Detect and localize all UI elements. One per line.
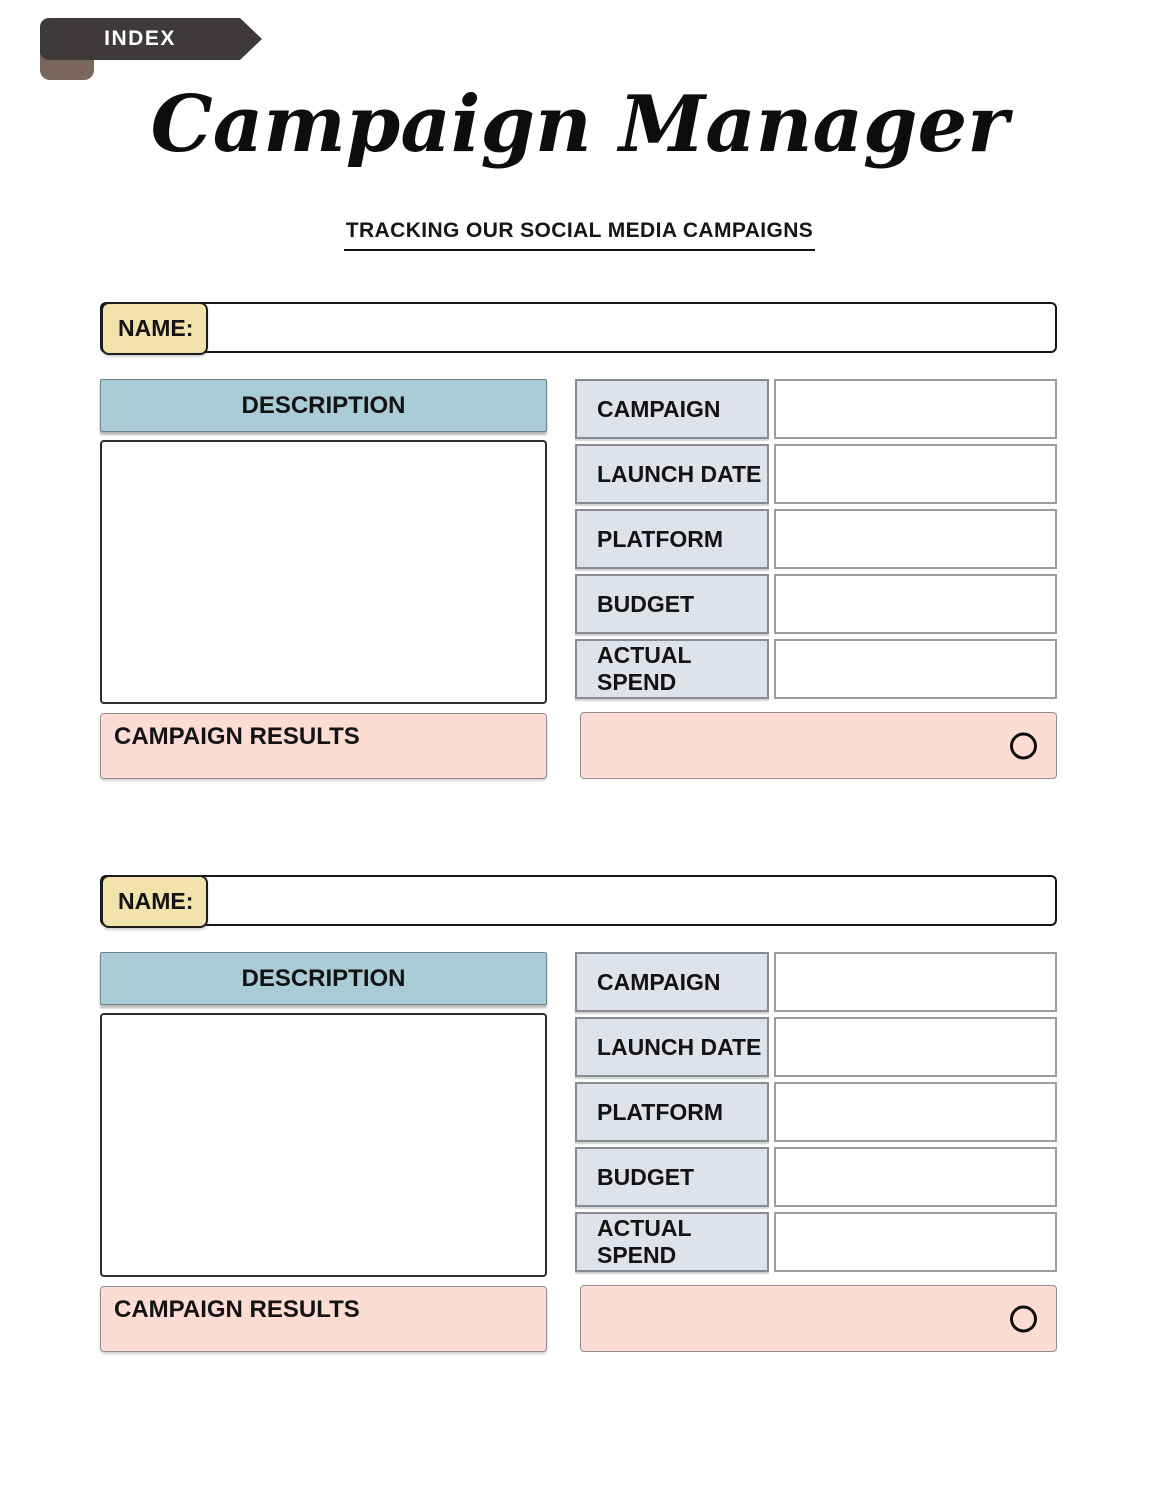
description-input[interactable] [102, 1015, 545, 1275]
field-row-actual-spend [575, 1212, 1057, 1272]
field-input-campaign[interactable] [774, 379, 1057, 439]
name-input[interactable] [214, 307, 1049, 348]
index-ribbon-label: INDEX [104, 27, 176, 50]
field-input-actual-spend[interactable] [774, 1212, 1057, 1272]
status-circle-button[interactable] [1010, 1305, 1037, 1332]
name-input[interactable] [214, 880, 1049, 921]
field-label-campaign: CAMPAIGN [575, 952, 769, 1012]
page-subtitle-text: TRACKING OUR SOCIAL MEDIA CAMPAIGNS [344, 219, 815, 251]
name-label: NAME: [101, 875, 208, 928]
field-row-launch-date [575, 1017, 1057, 1077]
field-input-launch-date[interactable] [774, 1017, 1057, 1077]
index-ribbon-link[interactable] [40, 18, 240, 60]
field-label-launch-date: LAUNCH DATE [575, 1017, 769, 1077]
field-input-launch-date[interactable] [774, 444, 1057, 504]
name-bar [100, 302, 1057, 353]
field-label-campaign: CAMPAIGN [575, 379, 769, 439]
field-row-actual-spend [575, 639, 1057, 699]
page-subtitle [0, 219, 1159, 251]
field-label-actual-spend: ACTUAL SPEND [575, 639, 769, 699]
field-row-launch-date [575, 444, 1057, 504]
description-box [100, 440, 547, 704]
campaign-results-status-bar [580, 1285, 1057, 1352]
name-bar [100, 875, 1057, 926]
field-label-launch-date: LAUNCH DATE [575, 444, 769, 504]
description-header: DESCRIPTION [100, 952, 547, 1005]
campaign-results-label: CAMPAIGN RESULTS [100, 1286, 547, 1352]
description-header: DESCRIPTION [100, 379, 547, 432]
field-input-platform[interactable] [774, 509, 1057, 569]
field-input-campaign[interactable] [774, 952, 1057, 1012]
campaign-results-status-bar [580, 712, 1057, 779]
status-circle-button[interactable] [1010, 732, 1037, 759]
field-input-budget[interactable] [774, 574, 1057, 634]
page-title: Campaign Manager [150, 79, 1009, 170]
field-label-actual-spend: ACTUAL SPEND [575, 1212, 769, 1272]
field-label-budget: BUDGET [575, 574, 769, 634]
field-label-budget: BUDGET [575, 1147, 769, 1207]
field-row-budget [575, 574, 1057, 634]
field-row-campaign [575, 952, 1057, 1012]
description-input[interactable] [102, 442, 545, 702]
description-box [100, 1013, 547, 1277]
campaign-results-label: CAMPAIGN RESULTS [100, 713, 547, 779]
field-row-platform [575, 509, 1057, 569]
field-input-actual-spend[interactable] [774, 639, 1057, 699]
campaign-section-2 [100, 875, 1057, 1353]
field-input-platform[interactable] [774, 1082, 1057, 1142]
name-label: NAME: [101, 302, 208, 355]
field-input-budget[interactable] [774, 1147, 1057, 1207]
field-row-platform [575, 1082, 1057, 1142]
field-label-platform: PLATFORM [575, 1082, 769, 1142]
field-row-campaign [575, 379, 1057, 439]
field-label-platform: PLATFORM [575, 509, 769, 569]
campaign-section-1 [100, 302, 1057, 780]
field-row-budget [575, 1147, 1057, 1207]
